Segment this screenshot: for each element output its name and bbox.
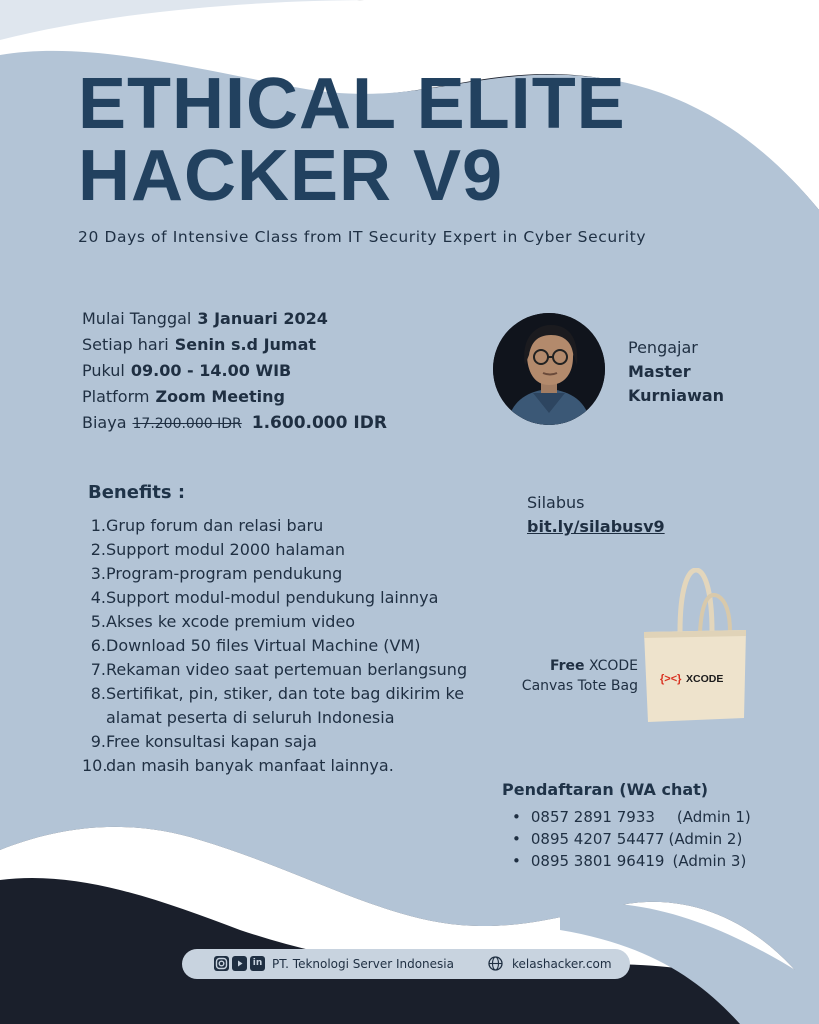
start-label: Mulai Tanggal: [82, 309, 192, 328]
item-number: 8.: [90, 684, 106, 703]
info-time-row: [82, 358, 387, 384]
teacher-info: [628, 336, 724, 408]
contact-admin: (Admin 3): [672, 852, 747, 870]
fee-new-price: 1.600.000 IDR: [251, 413, 387, 433]
item-number: 2.: [90, 540, 106, 559]
list-item: [82, 634, 472, 658]
info-days-row: [82, 332, 387, 358]
item-number: 4.: [90, 588, 106, 607]
item-number: 6.: [90, 636, 106, 655]
tote-caption: [498, 656, 638, 696]
list-item: [82, 562, 472, 586]
item-text: Rekaman video saat pertemuan berlangsung: [106, 660, 468, 679]
linkedin-icon[interactable]: in: [250, 956, 265, 971]
list-item: [82, 538, 472, 562]
fee-label: Biaya: [82, 413, 127, 432]
contact-item[interactable]: [512, 828, 751, 850]
item-number: 3.: [90, 564, 106, 583]
youtube-icon[interactable]: [232, 956, 247, 971]
item-number: 7.: [90, 660, 106, 679]
info-platform-row: [82, 384, 387, 410]
website-link[interactable]: kelashacker.com: [512, 957, 612, 971]
tote-logo-text: XCODE: [686, 673, 724, 685]
course-info: [82, 306, 387, 436]
list-item: [82, 658, 472, 682]
course-subtitle: 20 Days of Intensive Class from IT Security Expert in Cyber Security: [78, 228, 647, 246]
list-item: [82, 730, 472, 754]
contact-phone: 0895 3801 96419: [530, 852, 665, 870]
contact-item[interactable]: [512, 806, 751, 828]
item-number: 5.: [90, 612, 106, 631]
silabus-label: Silabus: [527, 493, 585, 512]
registration-list: [512, 806, 751, 872]
footer-bar: [182, 949, 630, 979]
tote-bag-image: [640, 568, 750, 728]
contact-phone: 0857 2891 7933: [530, 808, 655, 826]
globe-icon: [488, 956, 503, 971]
item-text: Program-program pendukung: [106, 564, 343, 583]
item-text: Support modul-modul pendukung lainnya: [106, 588, 439, 607]
contact-admin: (Admin 2): [668, 830, 743, 848]
tote-brand: XCODE: [589, 658, 638, 674]
contact-item[interactable]: [512, 850, 751, 872]
item-number: 10.: [82, 756, 108, 775]
title-line-2: HACKER V9: [78, 136, 504, 216]
instagram-icon[interactable]: [214, 956, 229, 971]
list-item: [82, 754, 472, 778]
social-icons: [214, 956, 265, 971]
benefits-heading: Benefits :: [88, 482, 186, 503]
list-item: [82, 682, 472, 730]
start-value: 3 Januari 2024: [197, 309, 328, 328]
teacher-avatar: [493, 313, 605, 425]
title-line-1: ETHICAL ELITE: [78, 64, 626, 144]
item-text: Sertifikat, pin, stiker, dan tote bag dikirim ke alamat peserta di seluruh Indonesia: [106, 684, 465, 727]
days-value: Senin s.d Jumat: [174, 335, 317, 354]
fee-old-price: 17.200.000 IDR: [132, 416, 242, 432]
info-fee-row: [82, 410, 387, 436]
platform-value: Zoom Meeting: [155, 387, 285, 406]
info-start-row: [82, 306, 387, 332]
teacher-name-1: Master: [628, 362, 691, 381]
teacher-photo: [493, 313, 605, 425]
registration-heading: Pendaftaran (WA chat): [502, 780, 709, 799]
course-title: [78, 64, 626, 216]
contact-phone: 0895 4207 54477: [530, 830, 665, 848]
item-text: Support modul 2000 halaman: [106, 540, 346, 559]
item-text: dan masih banyak manfaat lainnya.: [106, 756, 394, 775]
platform-label: Platform: [82, 387, 150, 406]
teacher-name-2: Kurniawan: [628, 386, 725, 405]
item-number: 9.: [90, 732, 106, 751]
silabus-block: [527, 491, 665, 539]
list-item: [82, 586, 472, 610]
item-text: Download 50 files Virtual Machine (VM): [106, 636, 421, 655]
list-item: [82, 514, 472, 538]
benefits-list: [82, 514, 472, 778]
tote-desc: Canvas Tote Bag: [521, 678, 638, 694]
list-item: [82, 610, 472, 634]
tote-logo-mark: {><}: [660, 673, 682, 685]
time-value: 09.00 - 14.00 WIB: [130, 361, 292, 380]
item-text: Free konsultasi kapan saja: [106, 732, 317, 751]
tote-free: Free: [549, 658, 585, 674]
contact-admin: (Admin 1): [676, 808, 751, 826]
time-label: Pukul: [82, 361, 125, 380]
item-text: Akses ke xcode premium video: [106, 612, 356, 631]
silabus-link[interactable]: bit.ly/silabusv9: [527, 517, 665, 536]
teacher-label: Pengajar: [628, 338, 698, 357]
item-number: 1.: [90, 516, 106, 535]
item-text: Grup forum dan relasi baru: [106, 516, 324, 535]
days-label: Setiap hari: [82, 335, 169, 354]
company-name: PT. Teknologi Server Indonesia: [272, 957, 454, 971]
